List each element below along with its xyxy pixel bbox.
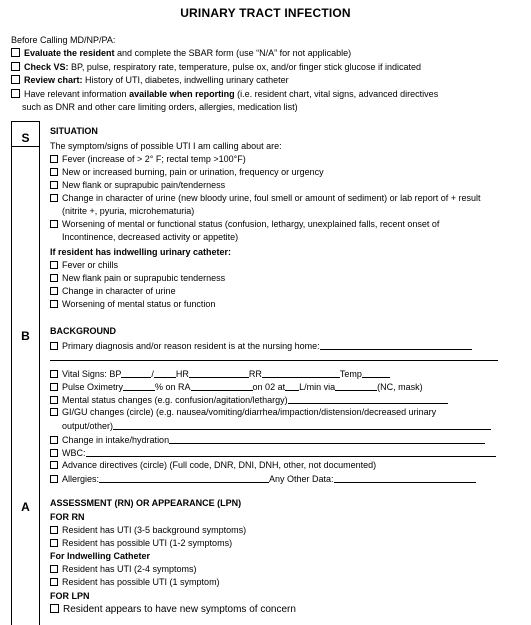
situation-item <box>50 193 480 203</box>
checkbox[interactable] <box>50 449 58 457</box>
situation-heading: SITUATION <box>50 126 98 136</box>
blank-line[interactable] <box>334 473 476 483</box>
precall-item-text: BP, pulse, respiratory rate, temperature, pulse ox, and/or finger stick glucose if indicated <box>68 61 422 72</box>
blank-line[interactable] <box>320 340 472 350</box>
advance-directives-field <box>50 460 376 470</box>
checkbox[interactable] <box>50 436 58 444</box>
pulse-oximetry-field <box>50 381 423 392</box>
checkbox[interactable] <box>50 181 58 189</box>
blank-line[interactable] <box>288 394 448 404</box>
precall-item-bold: Review chart: <box>24 75 83 86</box>
field-label: (NC, mask) <box>377 382 423 392</box>
blank-line[interactable] <box>191 381 253 391</box>
situation-item-text: Fever (increase of > 2° F; rectal temp >100°F) <box>62 154 246 164</box>
before-calling-heading: Before Calling MD/NP/PA: <box>11 35 116 45</box>
blank-line[interactable] <box>86 447 496 457</box>
catheter-item-text: Worsening of mental status or function <box>62 299 216 309</box>
assessment-item <box>50 577 220 587</box>
checkbox[interactable] <box>50 578 58 586</box>
situation-item-continuation: (nitrite +, pyuria, microhematuria) <box>62 206 195 216</box>
blank-line[interactable] <box>285 381 299 391</box>
checkbox[interactable] <box>50 300 58 308</box>
for-rn-heading: FOR RN <box>50 512 85 522</box>
assessment-item-text: Resident has UTI (2-4 symptoms) <box>62 564 197 574</box>
blank-line[interactable] <box>113 420 491 430</box>
checkbox[interactable] <box>50 539 58 547</box>
checkbox[interactable] <box>50 155 58 163</box>
precall-item-bold: available when reporting <box>129 88 235 99</box>
situation-item-text: Change in character of urine (new bloody urine, foul smell or amount of sediment) or lab report of + result <box>62 193 481 203</box>
primary-diagnosis-field <box>50 340 472 351</box>
precall-item <box>11 47 526 60</box>
checkbox[interactable] <box>50 370 58 378</box>
blank-line[interactable] <box>121 368 151 378</box>
precall-item-text: History of UTI, diabetes, indwelling urinary catheter <box>82 75 289 86</box>
catheter-item <box>50 299 215 309</box>
rail-letter-b: B <box>21 329 30 343</box>
assessment-item-text: Resident has possible UTI (1-2 symptoms) <box>62 538 233 548</box>
rail-letter-s: S <box>21 131 30 145</box>
field-label: Change in intake/hydration <box>62 435 170 445</box>
checkbox[interactable] <box>11 75 20 84</box>
gigu-field-continuation <box>62 420 491 431</box>
catheter-item <box>50 273 225 283</box>
checkbox[interactable] <box>50 194 58 202</box>
blank-line[interactable] <box>123 381 155 391</box>
for-catheter-heading: For Indwelling Catheter <box>50 551 151 561</box>
situation-item-text: Worsening of mental or functional status (confusion, lethargy, unexplained falls, recent onset of <box>62 219 440 229</box>
field-label: RR <box>248 369 262 379</box>
field-label: % on RA <box>155 382 191 392</box>
field-label: Temp <box>339 369 362 379</box>
blank-line[interactable] <box>189 368 249 378</box>
situation-item <box>50 154 246 164</box>
field-label: output/other) <box>62 421 114 431</box>
checkbox[interactable] <box>50 342 58 350</box>
blank-line[interactable] <box>262 368 340 378</box>
precall-item <box>11 74 526 87</box>
field-label: WBC: <box>62 448 86 458</box>
checkbox[interactable] <box>50 396 58 404</box>
field-label: L/min via <box>299 382 336 392</box>
for-lpn-heading: FOR LPN <box>50 591 90 601</box>
catheter-heading: If resident has indwelling urinary catheter: <box>50 247 232 257</box>
assessment-item <box>50 564 197 574</box>
field-label: GI/GU changes (circle) (e.g. nausea/vomiting/diarrhea/impaction/distension/decreased urinary <box>62 407 437 417</box>
sbar-letter-rail <box>11 121 40 625</box>
situation-item <box>50 167 324 177</box>
catheter-item <box>50 286 176 296</box>
blank-line[interactable] <box>335 381 377 391</box>
field-label: Primary diagnosis and/or reason resident is at the nursing home: <box>62 341 320 351</box>
checkbox[interactable] <box>11 89 20 98</box>
checkbox[interactable] <box>50 526 58 534</box>
checkbox[interactable] <box>50 408 58 416</box>
assessment-item-text: Resident has UTI (3-5 background symptoms) <box>62 525 247 535</box>
assessment-item <box>50 525 246 535</box>
precall-item-text: and complete the SBAR form (use “N/A” for not applicable) <box>114 48 352 59</box>
field-label: Pulse Oximetry <box>62 382 124 392</box>
catheter-item <box>50 260 118 270</box>
precall-item-text: Have relevant information <box>24 88 130 99</box>
situation-item <box>50 180 225 190</box>
blank-line[interactable] <box>169 434 485 444</box>
field-label: Any Other Data: <box>269 474 334 484</box>
blank-line[interactable] <box>154 368 176 378</box>
blank-line[interactable] <box>362 368 390 378</box>
field-label: Mental status changes (e.g. confusion/agitation/lethargy) <box>62 395 288 405</box>
wbc-field <box>50 447 496 458</box>
situation-intro: The symptom/signs of possible UTI I am calling about are: <box>50 141 282 151</box>
rail-divider <box>12 146 39 147</box>
checkbox[interactable] <box>11 62 20 71</box>
assessment-item <box>50 538 232 548</box>
precall-item <box>11 88 526 101</box>
assessment-heading: ASSESSMENT (RN) OR APPEARANCE (LPN) <box>50 498 242 508</box>
vital-signs-field <box>50 368 390 379</box>
allergies-field <box>50 473 476 484</box>
situation-item-continuation: Incontinence, decreased activity or appetite) <box>62 232 239 242</box>
blank-line[interactable] <box>99 473 269 483</box>
catheter-item-text: Change in character of urine <box>62 286 176 296</box>
field-label: Allergies: <box>62 474 100 484</box>
checkbox[interactable] <box>50 168 58 176</box>
mental-status-field <box>50 394 448 405</box>
checkbox[interactable] <box>50 274 58 282</box>
checkbox[interactable] <box>50 475 58 483</box>
checkbox[interactable] <box>50 565 58 573</box>
precall-item-bold: Evaluate the resident <box>24 48 115 59</box>
field-label: Vital Signs: BP <box>62 369 122 379</box>
intake-field <box>50 434 485 445</box>
precall-item <box>11 61 526 74</box>
checkbox[interactable] <box>50 383 58 391</box>
before-calling-section <box>11 34 526 114</box>
catheter-item-text: New flank pain or suprapubic tenderness <box>62 273 226 283</box>
rail-letter-a: A <box>21 500 30 514</box>
precall-item-bold: Check VS: <box>24 61 69 72</box>
gigu-field <box>50 407 436 417</box>
checkbox[interactable] <box>50 220 58 228</box>
assessment-item <box>50 604 296 615</box>
assessment-item-text: Resident has possible UTI (1 symptom) <box>62 577 220 587</box>
precall-item-text: (i.e. resident chart, vital signs, advanced directives <box>234 88 439 99</box>
field-label: / <box>151 369 154 379</box>
field-label: on 02 at <box>252 382 286 392</box>
checkbox[interactable] <box>50 604 59 613</box>
situation-item-text: New flank or suprapubic pain/tenderness <box>62 180 226 190</box>
situation-item-text: New or increased burning, pain or urination, frequency or urgency <box>62 167 324 177</box>
checkbox[interactable] <box>11 48 20 57</box>
situation-item <box>50 219 439 229</box>
background-heading: BACKGROUND <box>50 326 116 336</box>
precall-item-continuation: such as DNR and other care limiting orders, allergies, medication list) <box>22 102 298 113</box>
form-title: URINARY TRACT INFECTION <box>180 6 351 20</box>
assessment-item-text: Resident appears to have new symptoms of concern <box>63 604 296 615</box>
field-label: HR <box>175 369 189 379</box>
checkbox[interactable] <box>50 261 58 269</box>
checkbox[interactable] <box>50 287 58 295</box>
field-label: Advance directives (circle) (Full code, DNR, DNI, DNH, other, not documented) <box>62 460 377 470</box>
checkbox[interactable] <box>50 461 58 469</box>
catheter-item-text: Fever or chills <box>62 260 119 270</box>
blank-line[interactable] <box>50 360 498 361</box>
